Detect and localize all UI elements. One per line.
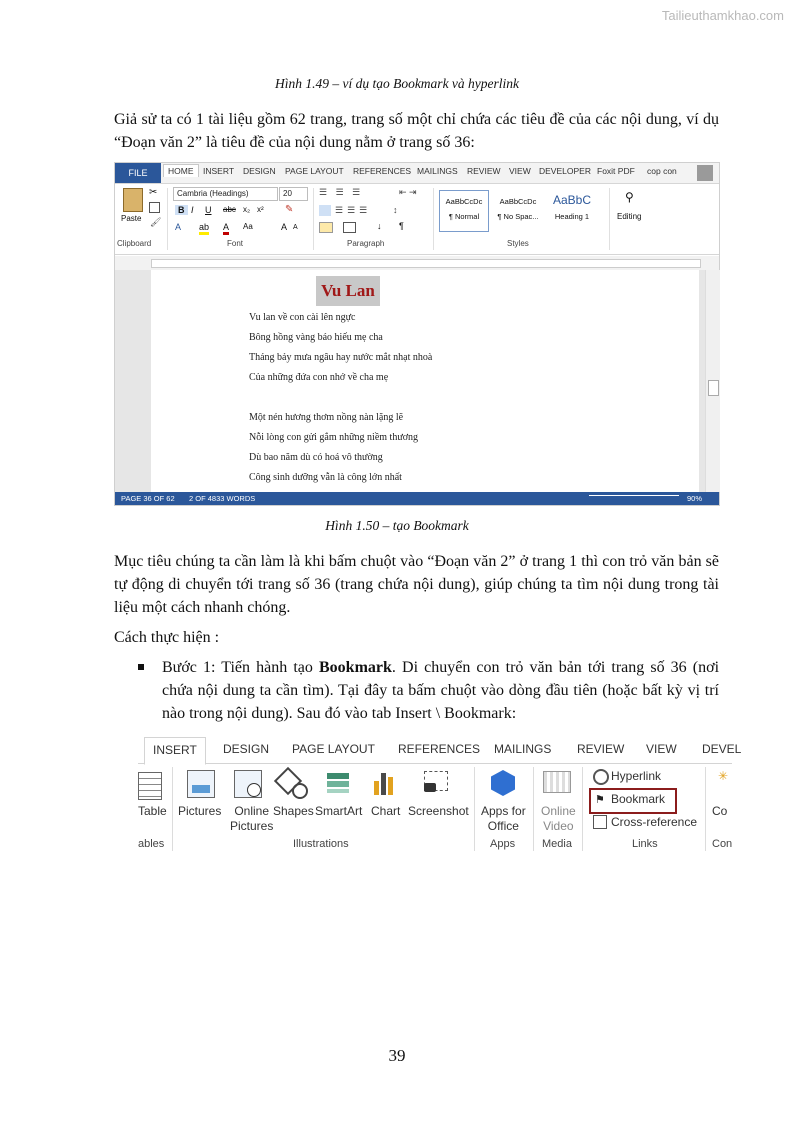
status-page[interactable]: PAGE 36 OF 62 (121, 494, 175, 503)
style-name: Heading 1 (554, 212, 590, 221)
group-label-tables: ables (138, 838, 165, 850)
document-page[interactable] (151, 270, 699, 492)
shapes-icon-circle (292, 783, 308, 799)
poem-line: Bông hồng vàng báo hiếu mẹ cha (249, 332, 383, 343)
group-label-comments: Con (712, 838, 733, 850)
table-button[interactable]: Table (138, 804, 167, 818)
ruler-bar (151, 259, 701, 268)
ribbon-tab-bar (115, 163, 719, 184)
online-pictures-line-1: Online (234, 804, 270, 818)
align-left-button[interactable] (319, 205, 331, 216)
camera-icon (424, 783, 436, 792)
group-label-apps: Apps (490, 838, 516, 850)
poem-line: Vu lan về con cài lên ngực (249, 312, 356, 323)
separator (582, 767, 583, 851)
apps-line-2: Office (487, 819, 519, 833)
poem-line: Dù bao năm dù có hoá vô thường (249, 452, 383, 463)
style-name: ¶ No Spac... (497, 212, 539, 221)
tab-developer[interactable]: DEVELOPER (539, 166, 591, 176)
step-prefix: Bước 1: Tiến hành tạo (162, 659, 319, 676)
tab-page-layout[interactable]: PAGE LAYOUT (285, 166, 344, 176)
tab-page-layout[interactable]: PAGE LAYOUT (292, 742, 375, 756)
bookmark-button[interactable]: Bookmark (611, 792, 666, 806)
group-label-clipboard: Clipboard (117, 239, 152, 248)
superscript-button[interactable]: x² (257, 205, 264, 214)
poem-line: Công sinh dưỡng vẫn là công lớn nhất (249, 472, 402, 483)
globe-shape (247, 783, 261, 797)
poem-line: Tháng bảy mưa ngâu hay nước mắt nhạt nhoà (249, 352, 433, 363)
style-normal[interactable] (439, 190, 489, 232)
tab-foxit-pdf[interactable]: Foxit PDF (597, 166, 635, 176)
style-preview: AaBbCcDc (445, 197, 483, 206)
separator (167, 188, 168, 250)
separator (533, 767, 534, 851)
paragraph-intro: Giả sử ta có 1 tài liệu gồm 62 trang, trang số một chỉ chứa các tiêu đề của các nội dung, ví dụ “Đoạn văn 2” là tiêu đề của nội dung nằm ở trang số 36: (114, 111, 719, 151)
cut-icon[interactable]: ✂ (149, 187, 158, 198)
font-size-select[interactable]: 20 (279, 187, 308, 201)
style-preview: AaBbC (552, 193, 592, 207)
screenshot-button[interactable]: Screenshot (408, 804, 469, 818)
zoom-level[interactable]: 90% (687, 494, 703, 503)
step-bold: Bookmark (319, 659, 392, 676)
hyperlink-icon (593, 769, 609, 785)
tab-file[interactable]: FILE (115, 163, 161, 183)
chart-icon-bar (381, 773, 386, 795)
apps-for-office-icon[interactable] (491, 770, 515, 796)
comment-button[interactable]: Co (712, 804, 728, 818)
list-buttons[interactable]: ☰ ☰ ☰ (319, 187, 364, 197)
shapes-button[interactable]: Shapes (273, 804, 314, 818)
group-label-illustrations: Illustrations (293, 838, 349, 850)
tab-developer[interactable]: DEVEL (702, 742, 742, 756)
paragraph-goal: Mục tiêu chúng ta cần làm là khi bấm chuột vào “Đoạn văn 2” ở trang 1 thì con trỏ văn bản sẽ tự động di chuyển tới trang số 36 (trang chứa nội dung), giúp chúng ta tìm nội dung trong tài liệu một cách nhanh chóng. (114, 553, 719, 616)
doc-heading[interactable]: Vu Lan (316, 276, 380, 306)
separator (705, 767, 706, 851)
status-words[interactable]: 2 OF 4833 WORDS (189, 494, 256, 503)
tab-insert[interactable]: INSERT (144, 737, 206, 765)
style-name: ¶ Normal (448, 212, 480, 221)
cross-reference-button[interactable]: Cross-reference (611, 815, 698, 829)
line-spacing-icon[interactable]: ↕ (393, 205, 398, 215)
zoom-slider[interactable] (589, 495, 679, 496)
separator (172, 767, 173, 851)
tab-review[interactable]: REVIEW (467, 166, 501, 176)
hyperlink-button[interactable]: Hyperlink (611, 769, 662, 783)
online-video-line-1: Online (541, 804, 576, 818)
group-label-paragraph: Paragraph (347, 239, 385, 248)
group-label-font: Font (227, 239, 244, 248)
figure-caption-1-49: Hình 1.49 – ví dụ tạo Bookmark và hyperlink (274, 76, 520, 91)
pilcrow-icon[interactable]: ¶ (399, 221, 404, 231)
account-name[interactable]: cop con (647, 166, 677, 176)
group-label-media: Media (542, 838, 572, 850)
format-painter-icon[interactable]: 🖌 (150, 217, 162, 227)
editing-button[interactable]: Editing (617, 212, 642, 221)
tab-design[interactable]: DESIGN (223, 742, 270, 756)
pictures-button[interactable]: Pictures (178, 804, 222, 818)
smartart-button[interactable]: SmartArt (315, 804, 363, 818)
online-video-line-2: Video (543, 819, 574, 833)
apps-line-1: Apps for (481, 804, 526, 818)
bullet-step-1 (162, 656, 719, 725)
tab-references[interactable]: REFERENCES (353, 166, 412, 176)
font-color-icon[interactable]: A (223, 222, 229, 235)
style-no-spacing[interactable] (493, 190, 543, 232)
online-video-button[interactable] (541, 804, 576, 834)
separator (433, 188, 434, 250)
online-video-icon[interactable] (543, 771, 571, 793)
tab-design[interactable]: DESIGN (243, 166, 276, 176)
status-bar (115, 492, 719, 505)
group-label-links: Links (632, 838, 658, 850)
indent-buttons[interactable]: ⇤ ⇥ (399, 187, 417, 197)
separator (313, 188, 314, 250)
cross-reference-icon (593, 815, 607, 829)
pictures-icon[interactable] (187, 770, 215, 798)
italic-button[interactable]: I (191, 205, 194, 215)
underline-button[interactable]: U (205, 205, 212, 215)
group-label-styles: Styles (507, 239, 529, 248)
shading-icon[interactable] (319, 222, 333, 233)
mountain-shape (192, 785, 210, 793)
style-preview: AaBbCcDc (499, 197, 537, 206)
poem-line: Nỗi lòng con gửi gắm những niềm thương (249, 432, 419, 443)
separator (609, 188, 610, 250)
chart-icon[interactable] (374, 781, 379, 795)
insert-ribbon-screenshot (138, 735, 742, 855)
vertical-scrollbar[interactable] (705, 270, 720, 492)
shrink-font-icon[interactable]: A (293, 224, 298, 231)
figure-caption-1-50: Hình 1.50 – tạo Bookmark (325, 518, 469, 533)
poem-line: Một nén hương thơm nồng nàn lặng lẽ (249, 412, 404, 423)
bold-button[interactable]: B (175, 205, 188, 215)
chart-button[interactable]: Chart (371, 804, 401, 818)
horizontal-ruler[interactable] (115, 256, 719, 271)
watermark: Tailieuthamkhao.com (661, 8, 784, 23)
step-suffix: . Di chuyển con trỏ văn bản tới trang số 36 (nơi chứa nội dung ta cần tìm). Tại đây ta bấm chuột vào dòng đầu tiên (hoặc bất kỳ vị trí nào trong nội dung). Sau đó vào tab Insert \ Bookmark: (162, 659, 720, 722)
borders-icon[interactable] (343, 222, 356, 233)
flag-icon: ⚑ (595, 794, 605, 806)
separator (474, 767, 475, 851)
paste-icon[interactable] (123, 188, 143, 212)
smartart-icon[interactable] (327, 773, 349, 793)
paste-button[interactable]: Paste (121, 214, 142, 223)
tab-mailings[interactable]: MAILINGS (417, 166, 458, 176)
paragraph-method: Cách thực hiện : (114, 629, 220, 646)
highlight-color-icon[interactable]: ab (199, 222, 209, 235)
text-effects-icon[interactable]: A (175, 222, 182, 232)
online-pictures-line-2: Pictures (230, 819, 274, 833)
tab-review[interactable]: REVIEW (577, 742, 625, 756)
grow-font-icon[interactable]: A (281, 222, 288, 232)
poem-line: Của những đứa con nhớ về cha mẹ (249, 372, 389, 383)
chart-icon-bar (388, 777, 393, 795)
strikethrough-button[interactable]: abc (223, 205, 236, 214)
tab-insert[interactable]: INSERT (203, 166, 235, 176)
page-number: 39 (388, 1046, 406, 1065)
binoculars-icon[interactable]: ⚲ (625, 190, 634, 204)
bullet-icon (138, 664, 144, 670)
subscript-button[interactable]: x₂ (243, 205, 251, 214)
copy-icon[interactable] (149, 202, 160, 213)
sort-icon[interactable]: ↓ (377, 221, 382, 231)
tab-view[interactable]: VIEW (509, 166, 531, 176)
scroll-thumb[interactable] (708, 380, 719, 396)
apps-for-office-button[interactable] (481, 804, 526, 834)
online-pictures-icon[interactable] (234, 770, 262, 798)
tab-view[interactable]: VIEW (646, 742, 677, 756)
clear-format-icon[interactable]: ✎ (285, 204, 294, 215)
avatar[interactable] (697, 165, 713, 181)
word-screenshot (114, 162, 720, 506)
style-heading-1[interactable] (547, 190, 597, 232)
tab-mailings[interactable]: MAILINGS (494, 742, 552, 756)
table-icon[interactable] (138, 772, 162, 800)
font-name-select[interactable]: Cambria (Headings) (173, 187, 278, 201)
tab-home[interactable]: HOME (163, 164, 199, 177)
ribbon-home (115, 184, 719, 255)
change-case-icon[interactable]: Aa (243, 222, 253, 231)
online-pictures-button[interactable] (230, 804, 273, 834)
document-area (115, 270, 719, 492)
tab-references[interactable]: REFERENCES (398, 742, 481, 756)
align-buttons[interactable]: ☰☰☰ (335, 205, 372, 215)
comment-icon: ✳ (718, 769, 729, 783)
ribbon-tab-bar (138, 735, 742, 764)
